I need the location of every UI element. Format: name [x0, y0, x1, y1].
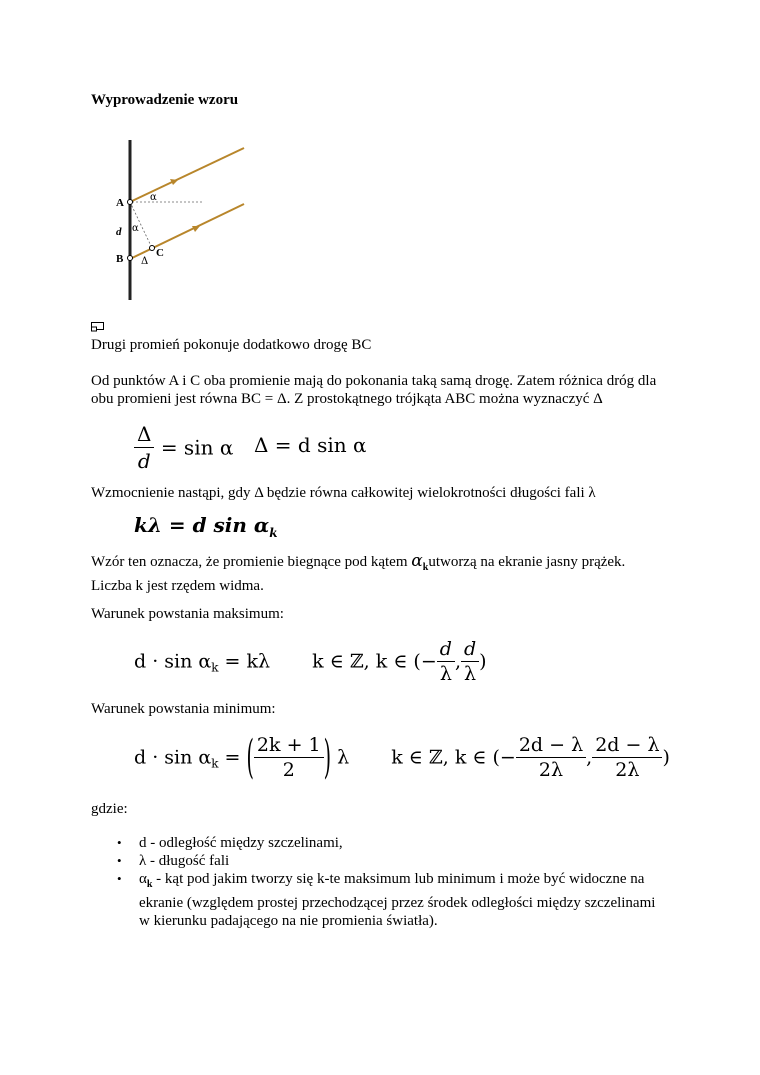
- label-c: C: [156, 247, 164, 259]
- equation-delta: [134, 422, 233, 473]
- label-d: d: [116, 226, 122, 238]
- image-placeholder-icon: [91, 322, 104, 332]
- minimum-heading: Warunek powstania minimum:: [91, 701, 276, 717]
- fraction-d-over-lambda-2: $\frac{d}{\lambda}$: [461, 638, 479, 685]
- point-a: [128, 200, 133, 205]
- list-item: • d - odległość między szczelinami,: [117, 835, 343, 851]
- paragraph-1: [91, 372, 691, 408]
- equation-delta-2: Δ = d sin α: [254, 433, 367, 457]
- point-c: [150, 246, 155, 251]
- label-alpha-top: α: [150, 192, 157, 203]
- label-b: B: [116, 253, 124, 265]
- list-item: • λ - długość fali: [117, 853, 230, 869]
- fraction-d-over-lambda-1: $\frac{d}{\lambda}$: [437, 638, 455, 685]
- double-slit-diagram: [110, 138, 250, 303]
- paragraph-1-line-1: Od punktów A i C oba promienie mają do pokonania taką samą drogę. Zatem różnica dróg dla: [91, 373, 657, 389]
- label-alpha-mid: α: [132, 223, 139, 234]
- fraction-delta-over-d: $\frac{\Delta}{d}$: [134, 422, 154, 473]
- paragraph-2: Wzmocnienie nastąpi, gdy Δ będzie równa całkowitej wielokrotności długości fali λ: [91, 485, 596, 501]
- equation-maximum: $d \cdot \sin \alpha_k = k\lambda$ k ∈ ℤ, k ∈ (− $\frac{d}{\lambda}$ , $\frac{d}{\lambda}$ ): [134, 638, 487, 685]
- paragraph-3: [91, 552, 691, 595]
- page-title: Wyprowadzenie wzoru: [91, 92, 239, 108]
- paragraph-3-line-2: Liczba k jest rzędem widma.: [91, 578, 264, 594]
- bullet-icon: •: [117, 871, 122, 886]
- ray-a: [132, 148, 244, 201]
- definitions-list: [91, 834, 691, 930]
- fraction-min-2: $\frac{2d - \lambda}{2\lambda}$: [592, 734, 662, 781]
- where-label: gdzie:: [91, 801, 128, 817]
- paragraph-3-line-1: Wzór ten oznacza, że promienie biegnące pod kątem $\alpha_kutworzą$ na ekranie jasny prążek.: [91, 551, 626, 573]
- point-b: [128, 256, 133, 261]
- diagram-caption: Drugi promień pokonuje dodatkowo drogę BC: [91, 337, 372, 353]
- fraction-min-1: $\frac{2d - \lambda}{2\lambda}$: [516, 734, 586, 781]
- label-delta: Δ: [141, 256, 149, 267]
- list-item: • $\alpha_k$ - kąt pod jakim tworzy się k-te maksimum lub minimum i może być widoczne na ekranie (względem prostej przechodzącej przez środek odległości między szczelinami w kierunku padającego na nie promienia światła).: [117, 871, 656, 929]
- maximum-heading: Warunek powstania maksimum:: [91, 606, 284, 622]
- ray-b: [132, 204, 244, 258]
- equation-minimum: $d \cdot \sin \alpha_k$ = ( $\frac{2k + 1}{2}$ ) λ k ∈ ℤ, k ∈ (− $\frac{2d - \lambda}{2\lambda}$ , $\frac{2d - \lambda}{2\lambda}$ ): [134, 731, 670, 784]
- fraction-2k-plus-1-over-2: $\frac{2k + 1}{2}$: [254, 734, 324, 781]
- equation-rhs: = sin α: [160, 435, 234, 460]
- bullet-icon: •: [117, 835, 122, 850]
- label-a: A: [116, 197, 124, 209]
- paragraph-1-line-2: obu promieni jest równa BC = Δ. Z prostokątnego trójkąta ABC można wyznaczyć Δ: [91, 391, 603, 407]
- bullet-icon: •: [117, 853, 122, 868]
- equation-k-lambda: kλ = d $\sin \alpha_k$: [134, 513, 278, 540]
